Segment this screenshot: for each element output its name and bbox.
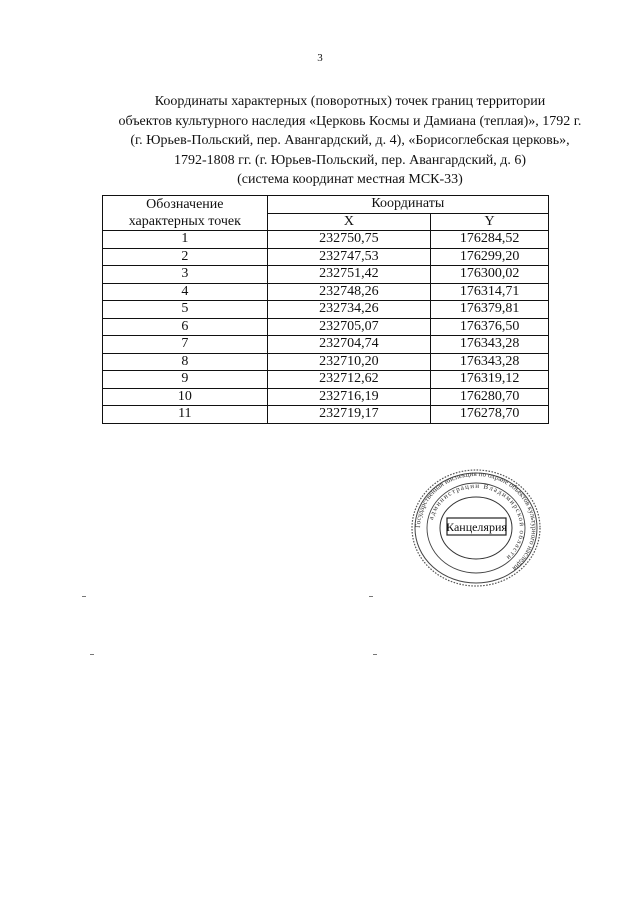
y-coordinate-cell: 176376,50: [431, 318, 549, 336]
document-title: [60, 92, 640, 190]
x-coordinate-cell: 232750,75: [267, 231, 431, 249]
point-number-cell: 8: [103, 353, 268, 371]
table-row: [103, 231, 549, 249]
header-point-designation: [103, 196, 268, 231]
seal-graphic: [410, 468, 542, 588]
y-coordinate-cell: 176319,12: [431, 371, 549, 389]
y-coordinate-cell: 176278,70: [431, 406, 549, 424]
office-seal: [410, 468, 542, 588]
point-number-cell: 11: [103, 406, 268, 424]
scan-mark: [373, 654, 377, 655]
title-line: (система координат местная МСК-33): [237, 172, 463, 187]
x-coordinate-cell: 232747,53: [267, 248, 431, 266]
seal-outer-text: Государственная инспекция по охране объектов культурного наследия: [413, 469, 539, 573]
point-number-cell: 3: [103, 266, 268, 284]
table-row: [103, 406, 549, 424]
x-coordinate-cell: 232705,07: [267, 318, 431, 336]
y-coordinate-cell: 176379,81: [431, 301, 549, 319]
point-number-cell: 10: [103, 388, 268, 406]
x-coordinate-cell: 232751,42: [267, 266, 431, 284]
y-coordinate-cell: 176299,20: [431, 248, 549, 266]
x-coordinate-cell: 232748,26: [267, 283, 431, 301]
y-coordinate-cell: 176314,71: [431, 283, 549, 301]
point-number-cell: 4: [103, 283, 268, 301]
title-line: объектов культурного наследия «Церковь Космы и Дамиана (теплая)», 1792 г.: [118, 113, 582, 129]
header-coordinates: Координаты: [267, 196, 548, 214]
x-coordinate-cell: 232716,19: [267, 388, 431, 406]
table-row: [103, 371, 549, 389]
point-number-cell: 1: [103, 231, 268, 249]
header-y: Y: [431, 213, 549, 231]
table-row: [103, 283, 549, 301]
coordinates-table: [102, 195, 549, 424]
table-row: [103, 353, 549, 371]
x-coordinate-cell: 232712,62: [267, 371, 431, 389]
point-number-cell: 2: [103, 248, 268, 266]
title-line: 1792-1808 гг. (г. Юрьев-Польский, пер. Авангардский, д. 6): [173, 152, 527, 168]
point-number-cell: 6: [103, 318, 268, 336]
table-row: [103, 266, 549, 284]
table-row: [103, 388, 549, 406]
x-coordinate-cell: 232734,26: [267, 301, 431, 319]
table-row: [103, 301, 549, 319]
y-coordinate-cell: 176300,02: [431, 266, 549, 284]
table-row: [103, 336, 549, 354]
title-line: (г. Юрьев-Польский, пер. Авангардский, д. 4), «Борисоглебская церковь»,: [130, 133, 570, 148]
table-body: [103, 231, 549, 424]
point-number-cell: 5: [103, 301, 268, 319]
seal-center-text: Канцелярия: [446, 520, 507, 534]
point-number-cell: 7: [103, 336, 268, 354]
page-number: 3: [317, 52, 323, 64]
scan-mark: [369, 596, 373, 597]
scan-mark: [90, 654, 94, 655]
y-coordinate-cell: 176343,28: [431, 353, 549, 371]
x-coordinate-cell: 232704,74: [267, 336, 431, 354]
y-coordinate-cell: 176280,70: [431, 388, 549, 406]
y-coordinate-cell: 176343,28: [431, 336, 549, 354]
point-number-cell: 9: [103, 371, 268, 389]
header-x: X: [267, 213, 431, 231]
table-row: [103, 318, 549, 336]
header-point-line2: характерных точек: [128, 214, 241, 229]
title-line: Координаты характерных (поворотных) точек границ территории: [154, 94, 546, 109]
seal-inner-text: администрации Владимирской области: [427, 481, 527, 563]
table-row: [103, 248, 549, 266]
y-coordinate-cell: 176284,52: [431, 231, 549, 249]
header-point-line1: Обозначение: [146, 197, 224, 212]
x-coordinate-cell: 232710,20: [267, 353, 431, 371]
scan-mark: [82, 596, 86, 597]
x-coordinate-cell: 232719,17: [267, 406, 431, 424]
